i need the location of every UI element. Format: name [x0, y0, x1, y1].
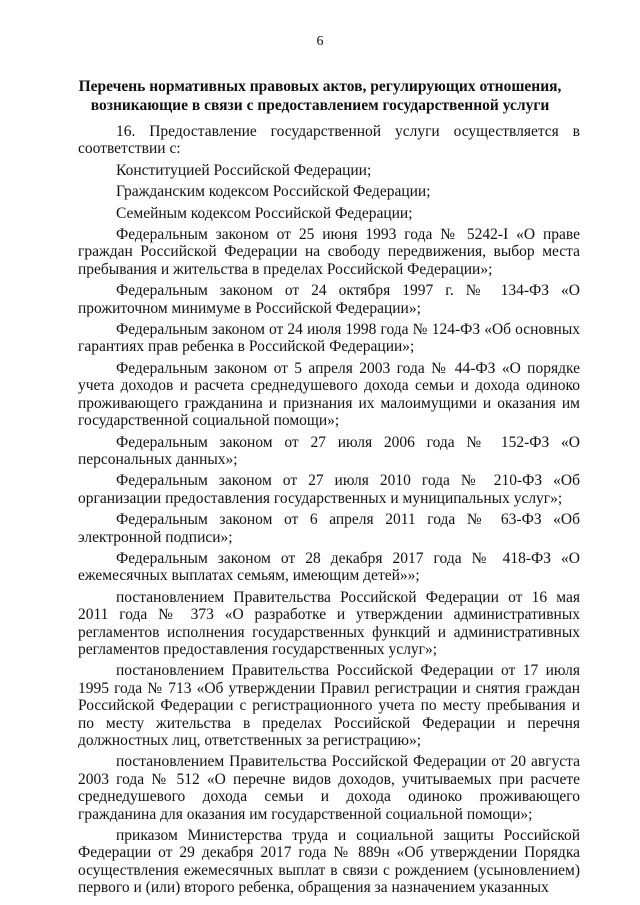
list-item: Федеральным законом от 6 апреля 2011 года № 63-ФЗ «Об электронной подписи»;: [78, 511, 580, 546]
list-item: Федеральным законом от 27 июля 2010 года № 210-ФЗ «Об организации предоставления государственных и муниципальных услуг»;: [78, 472, 580, 507]
page-number: 6: [316, 34, 324, 49]
list-item: Федеральным законом от 24 июля 1998 года № 124-ФЗ «Об основных гарантиях прав ребенка в Российской Федерации»;: [78, 321, 580, 356]
paragraph-intro: 16. Предоставление государственной услуги осуществляется в соответствии с:: [78, 123, 580, 158]
document-body: [78, 123, 580, 897]
list-item: постановлением Правительства Российской Федерации от 17 июля 1995 года № 713 «Об утверждении Правил регистрации и снятия граждан Российской Федерации с регистрационного учета по месту пребывания и по месту жительства в пределах Российской Федерации и перечня должностных лиц, ответственных за регистрацию»;: [78, 662, 580, 749]
list-item: Семейным кодексом Российской Федерации;: [116, 204, 413, 222]
list-item: Федеральным законом от 28 декабря 2017 года № 418-ФЗ «О ежемесячных выплатах семьям, имеющим детей»»;: [78, 549, 580, 585]
list-item: постановлением Правительства Российской Федерации от 20 августа 2003 года № 512 «О перечне видов доходов, учитываемых при расчете среднедушевого дохода семьи и дохода одиноко проживающего гражданина для оказания им государственной социальной помощи»;: [78, 753, 580, 823]
list-item: постановлением Правительства Российской Федерации от 16 мая 2011 года № 373 «О разработке и утверждении административных регламентов исполнения государственных функций и административных регламентов предоставления государственных услуг»;: [78, 588, 580, 658]
list-item: приказом Министерства труда и социальной защиты Российской Федерации от 29 декабря 2017 года № 889н «Об утверждении Порядка осуществления ежемесячных выплат в связи с рождением (усыновлением) первого и (или) второго ребенка, обращения за назначением указанных: [78, 827, 580, 897]
list-item: Федеральным законом от 24 октября 1997 г. № 134-ФЗ «О прожиточном минимуме в Российской Федерации»;: [78, 282, 580, 317]
list-item: Гражданским кодексом Российской Федерации;: [116, 183, 431, 201]
list-item: Федеральным законом от 27 июля 2006 года № 152-ФЗ «О персональных данных»;: [78, 433, 580, 468]
list-item: Федеральным законом от 25 июня 1993 года № 5242-I «О праве граждан Российской Федерации на свободу передвижения, выбор места пребывания и жительства в пределах Российской Федерации»;: [78, 226, 580, 278]
list-item: Федеральным законом от 5 апреля 2003 года № 44-ФЗ «О порядке учета доходов и расчета среднедушевого дохода семьи и дохода одиноко проживающего гражданина и признания их малоимущими и оказания им государственной социальной помощи»;: [78, 359, 580, 430]
list-item: Конституцией Российской Федерации;: [116, 161, 372, 179]
section-heading: Перечень нормативных правовых актов, регулирующих отношения, возникающие в связи с предоставлением государственной услуги: [78, 78, 562, 114]
